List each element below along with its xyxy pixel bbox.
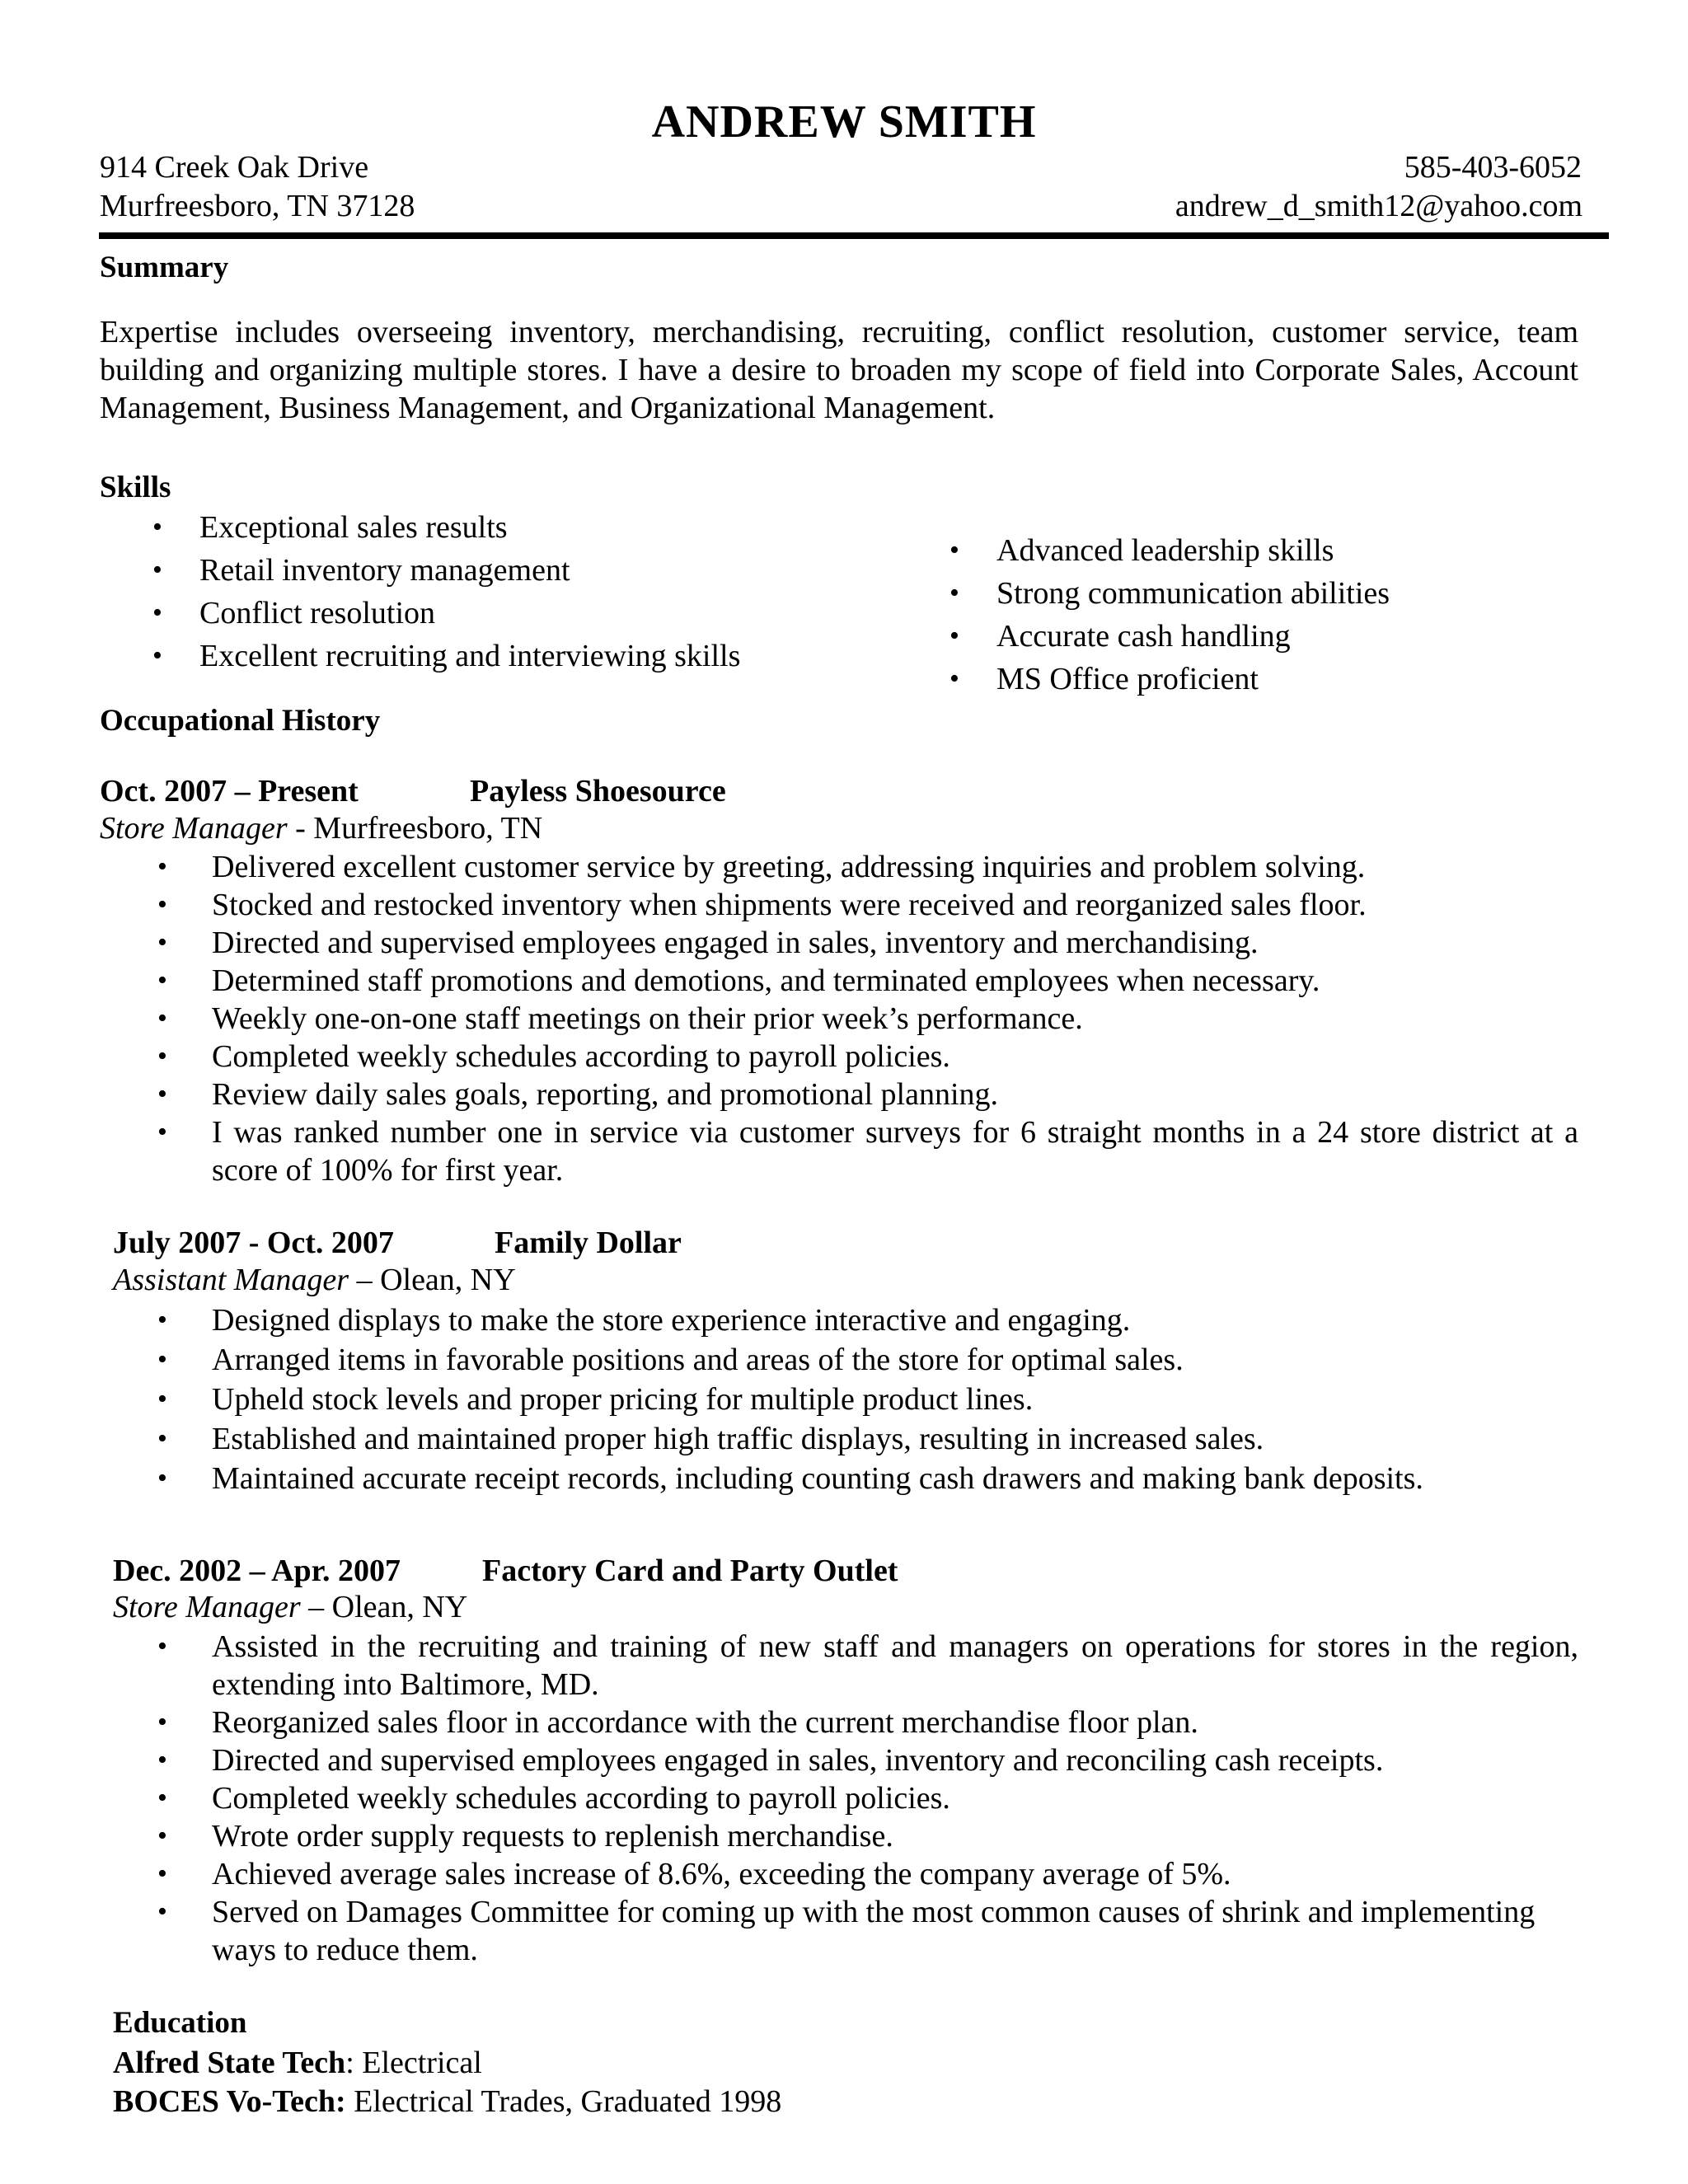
list-item: • Upheld stock levels and proper pricing for multiple product lines. [100, 1380, 1578, 1419]
job-title: Store Manager [113, 1590, 301, 1624]
school-detail: Electrical Trades, Graduated 1998 [345, 2084, 782, 2119]
job-bullets [100, 1628, 1578, 1969]
phone-number: 585-403-6052 [1404, 150, 1582, 185]
job-company: Family Dollar [495, 1226, 682, 1260]
job-location: - Murfreesboro, TN [287, 811, 543, 846]
email-address: andrew_d_smith12@yahoo.com [1175, 189, 1582, 223]
header-divider [99, 232, 1609, 239]
job-dates: Oct. 2007 – Present [100, 774, 359, 808]
list-item: • Reorganized sales floor in accordance with the current merchandise floor plan. [100, 1704, 1578, 1741]
education-entry [113, 2083, 781, 2121]
skill-item: • Conflict resolution [100, 592, 842, 635]
job-bullets [100, 1301, 1578, 1498]
skill-item: • Excellent recruiting and interviewing skills [100, 635, 842, 677]
list-item: • Directed and supervised employees engaged in sales, inventory and reconciling cash receipts. [100, 1741, 1578, 1779]
list-item: • Established and maintained proper high traffic displays, resulting in increased sales. [100, 1419, 1578, 1459]
list-item: • Determined staff promotions and demotions, and terminated employees when necessary. [100, 962, 1578, 1000]
job-bullets [100, 848, 1578, 1189]
list-item: • Wrote order supply requests to replenish merchandise. [100, 1817, 1578, 1855]
list-item: • Arranged items in favorable positions and areas of the store for optimal sales. [100, 1340, 1578, 1380]
school-name: BOCES Vo-Tech: [113, 2084, 346, 2119]
education-entry [113, 2044, 482, 2082]
skills-list-left [100, 506, 842, 677]
list-item: • Served on Damages Committee for coming up with the most common causes of shrink and implementing ways to reduce them. [100, 1893, 1564, 1969]
list-item: • Review daily sales goals, reporting, and promotional planning. [100, 1076, 1578, 1113]
candidate-name: ANDREW SMITH [651, 96, 1037, 148]
job-title-line [100, 809, 542, 847]
school-name: Alfred State Tech [113, 2046, 346, 2080]
job-title: Assistant Manager [113, 1263, 349, 1297]
list-item: • Delivered excellent customer service by greeting, addressing inquiries and problem solving. [100, 848, 1578, 886]
skill-item: • Accurate cash handling [897, 615, 1556, 658]
job-title: Store Manager [100, 811, 288, 846]
list-item: • Designed displays to make the store experience interactive and engaging. [100, 1301, 1578, 1340]
list-item: • Directed and supervised employees engaged in sales, inventory and merchandising. [100, 924, 1578, 962]
job-company: Payless Shoesource [470, 774, 726, 808]
list-item: • Weekly one-on-one staff meetings on their prior week’s performance. [100, 1000, 1578, 1038]
summary-heading: Summary [100, 251, 229, 284]
skills-list-right [897, 529, 1556, 701]
job-location: – Olean, NY [300, 1590, 468, 1624]
school-separator: : [345, 2046, 354, 2080]
list-item: • Completed weekly schedules according to payroll policies. [100, 1038, 1578, 1076]
school-detail: Electrical [354, 2046, 482, 2080]
skills-heading: Skills [100, 471, 171, 504]
list-item: • Completed weekly schedules according to payroll policies. [100, 1779, 1578, 1817]
skill-item: • Exceptional sales results [100, 506, 842, 549]
job-title-line [113, 1588, 467, 1626]
job-title-line [113, 1261, 516, 1299]
summary-text: Expertise includes overseeing inventory, merchandising, recruiting, conflict resolution, customer service, team building and organizing multiple stores. I have a desire to broaden my scope of field into Corporate Sales, Account Management, Business Management, and Organizational Management. [100, 315, 1578, 425]
skill-item: • Strong communication abilities [897, 572, 1556, 615]
list-item: • Stocked and restocked inventory when shipments were received and reorganized sales floor. [100, 886, 1578, 924]
job-dates: July 2007 - Oct. 2007 [113, 1226, 394, 1260]
education-heading: Education [113, 2006, 247, 2040]
history-heading: Occupational History [100, 704, 381, 738]
skill-item: • MS Office proficient [897, 658, 1556, 701]
skill-item: • Advanced leadership skills [897, 529, 1556, 572]
job-company: Factory Card and Party Outlet [482, 1554, 898, 1588]
street-address: 914 Creek Oak Drive [100, 150, 369, 185]
skill-item: • Retail inventory management [100, 549, 842, 592]
list-item: • Assisted in the recruiting and training of new staff and managers on operations for stores in the region, extending into Baltimore, MD. [100, 1628, 1578, 1704]
city-state-zip: Murfreesboro, TN 37128 [100, 189, 415, 223]
list-item: • I was ranked number one in service via customer surveys for 6 straight months in a 24 store district at a score of 100% for first year. [100, 1113, 1578, 1189]
list-item: • Maintained accurate receipt records, including counting cash drawers and making bank deposits. [100, 1459, 1578, 1498]
job-location: – Olean, NY [349, 1263, 516, 1297]
job-dates: Dec. 2002 – Apr. 2007 [113, 1554, 401, 1588]
list-item: • Achieved average sales increase of 8.6%, exceeding the company average of 5%. [100, 1855, 1578, 1893]
